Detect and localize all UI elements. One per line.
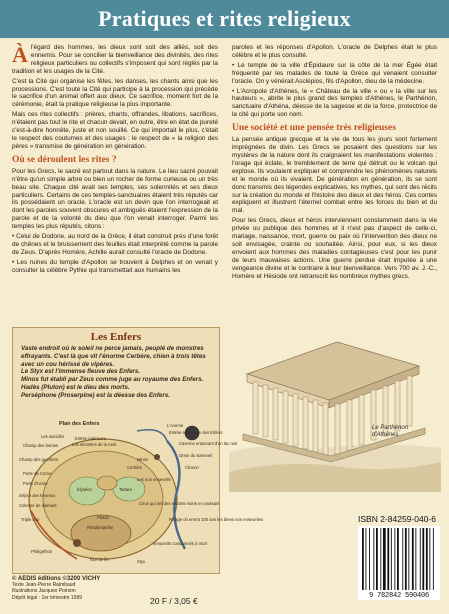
publisher: © AEDIS éditions ©3200 VICHY	[12, 576, 101, 582]
enfers-line: Le Styx est l'immense fleuve des Enfers.	[21, 368, 141, 376]
section-heading: Où se déroulent les rites ?	[12, 154, 117, 165]
parthenon-illustration	[229, 322, 441, 492]
paragraph: Mais ces rites collectifs : prières, chants, offrandes, libations, sacrifices, n'étaient pas tout le rite et chacun devait, en outre, être en état de pureté c'est-à-dire honnête, juste et non souillé. Ce qui importait le plus, c'était le respect des coutumes et des usages : le respect de « la religion des pères » transmise de génération en génération.	[12, 111, 218, 150]
bullet-delphes: • Les ruines du temple d'Apollon se trouvent à Delphes et on venait y consulter la célèbre Pythie qui transmettait aux humains les	[12, 258, 218, 274]
map-label: Élysées	[77, 487, 92, 492]
bullet-epidaure: • Le temple de la ville d'Épidaure sur la côte de la mer Égée était fréquenté par les malades de toute la Grèce qui venaient consulter l'oracle. On y vénérait Asclépios, fils d'Apollon, dieu de la médecine.	[232, 61, 437, 85]
map-label: Rhadamanthe	[87, 525, 114, 530]
map-label: Champ des guerriers	[19, 457, 59, 462]
right-column	[232, 44, 437, 282]
map-label: Pluton	[97, 515, 109, 520]
enfers-title: Les Enfers	[90, 331, 142, 343]
map-label: Caverne entourant d'un lac noir	[179, 441, 238, 446]
isbn: ISBN 2-84259-040-6	[358, 514, 436, 524]
credit-line: Dépôt légal : 1er trimestre 1999	[12, 594, 83, 601]
map-label: Séjour des heureux	[19, 493, 56, 498]
map-label: Champ des larmes	[23, 443, 59, 448]
map-label: Porte d'Ivoire	[23, 481, 48, 486]
enfers-box	[12, 327, 264, 574]
page-title: Pratiques et rites religieux	[98, 6, 351, 31]
map-label: Ceux qui ont des enfants morts en naissant	[139, 501, 220, 506]
bullet-dodone: • Celui de Dodone, au nord de la Grèce, il était construit près d'une forêt de chênes et le bruissement des feuilles était interprété comme la parole de Zeus. D'après Homère, Achille aurait consulté l'oracle de Dodone.	[12, 233, 218, 256]
map-label: Colonne de diamant	[19, 503, 57, 508]
paragraph: C'est la Cité qui organise les fêtes, les danses, les chants ainsi que les processions. C'est toute la Cité qui participe à la procession qui précède le sacrifice d'un animal offert aux dieux. Ce sacrifice, moment fort de la cérémonie, était la pratique religieuse la plus importante.	[12, 77, 218, 109]
map-label: Orme du sommeil	[179, 453, 213, 458]
parthenon-drawing	[229, 322, 441, 492]
drop-cap: À	[12, 42, 28, 67]
enfers-line: Hadès (Pluton) est le dieu des morts.	[21, 383, 130, 391]
credit-line: Illustrations Jacques Poirson	[12, 588, 76, 595]
map-label: Charon	[185, 465, 199, 470]
map-label: Styx	[137, 559, 146, 564]
map-label: Entrée extérieure des Enfers	[169, 430, 223, 435]
map-label: Les non ensevelis	[137, 477, 171, 482]
map-label: Rivage où errent 100 ans les âmes non ensevelies	[169, 517, 264, 522]
paragraph: La pensée antique grecque et la vie de tous les jours sont fortement imprégnées de divin. Les Grecs se posaient des questions sur les mystères de la nature dont ils craignaient les manifestations violentes : l'orage qui éclate, le tremblement de terre qui détruit ou le volcan qui explose. Ils voulaient expliquer et comprendre les phénomènes naturels et le monde où ils vivaient. De génération en génération, ils se sont donc transmis des légendes explicatives, les mythes, qui sont des récits sur la création du monde et l'histoire des dieux et des héros. Ces contes expliquent et illustrent l'éternel combat entre les forces du bien et du mal.	[232, 136, 437, 215]
enfers-line: Perséphone (Proserpine) est la déesse des Enfers.	[21, 391, 170, 399]
map-title: Plan des Enfers	[59, 421, 100, 427]
intro-paragraph: Àl'égard des hommes, les dieux sont soit des alliés, soit des ennemis. Pour se concilier la bienveillance des divinités, des rites religieux particuliers ou collectifs s'imposent qui sont réglés par la tradition et les usages de la Cité.	[12, 42, 218, 75]
enfers-text	[21, 345, 211, 400]
map-label: Minos	[137, 457, 149, 462]
price: 20 F / 3,05 €	[150, 596, 198, 606]
bullet-acropole: • L'Acropole d'Athènes, le « Château de la ville » ou « la ville sur les hauteurs », abrite le plus grand des temples d'Athènes, le Parthénon, sanctuaire d'Athéna, déesse de la sagesse et de la force, protectrice de la cité qui porte son nom.	[232, 87, 437, 119]
barcode-number: 9 782842 590406	[358, 592, 440, 600]
map-label: Tartare	[119, 487, 133, 492]
paragraph: Pour les Grecs, dieux et héros interviennent constamment dans la vie privée ou publique des hommes et il n'est pas d'aspect de celle-ci, mariage, naissance, mort, guerre ou paix où l'intervention des dieux ne soit envisagée, crainte ou souhaitée. Ainsi, pour eux, si les dieux envoient aux hommes des maladies contagieuses c'est pour les punir de leurs mauvaises actions. Une guerre perdue était imputée à une vengeance divine et le contraire à leur bienveillance. Vers 700 av. J.-C., Homère et Hésiode ont retranscrit les nombreux mythes grecs.	[232, 217, 437, 280]
illustration-caption: Le Parthénon d'Athènes	[372, 425, 409, 438]
left-column	[12, 44, 218, 277]
map-label: Innocents condamnés à mort	[153, 541, 208, 546]
enfers-map	[17, 421, 264, 571]
map-label: Phlégéthon	[31, 549, 53, 554]
map-label: L'Averne	[167, 423, 184, 428]
title-bar	[0, 0, 449, 38]
map-label: Porte de Corne	[23, 471, 52, 476]
credit-line: Texte Jean-Pierre Raimbaud	[12, 582, 76, 589]
map-label: Triple mur	[21, 517, 40, 522]
enfers-line: Minos fut établi par Zeus comme juge au royaume des Enfers.	[21, 376, 204, 384]
enfers-line: Vaste endroit où le soleil ne perce jamais, peuplé de monstres effrayants. C'est là que vit l'énorme Cerbère, chien à trois têtes avec un cou hérissé de vipères.	[21, 345, 206, 368]
map-label: Les suicidés	[41, 434, 65, 439]
map-label: Tour de fer	[89, 557, 110, 562]
paragraph: Pour les Grecs, le sacré est partout dans la nature. Le lieu sacré pouvait n'être qu'un simple arbre ou bien un rocher de forme curieuse ou un très beau site. Chaque cité avait ses temples, ses solennités et ses dieux particuliers. Certains de ces temples-sanctuaires étaient très réputés car ils possédaient un oracle. L'oracle est un devin que l'on interrogeait et dont les paroles souvent obscures et ambiguës étaient l'expression de la parole et de la volonté du dieu que l'on venait interroger. Parmi les temples les plus réputés, citons :	[12, 167, 218, 231]
map-label: Cerbère	[127, 465, 143, 470]
paragraph: paroles et les réponses d'Apollon. L'oracle de Delphes était le plus célèbre et le plus consulté.	[232, 44, 437, 59]
section-heading: Une société et une pensée très religieuses	[232, 123, 396, 134]
map-label: Entrée intérieure	[75, 436, 106, 441]
map-label: Les ministres de la mort	[72, 442, 117, 447]
barcode-image	[358, 526, 440, 600]
